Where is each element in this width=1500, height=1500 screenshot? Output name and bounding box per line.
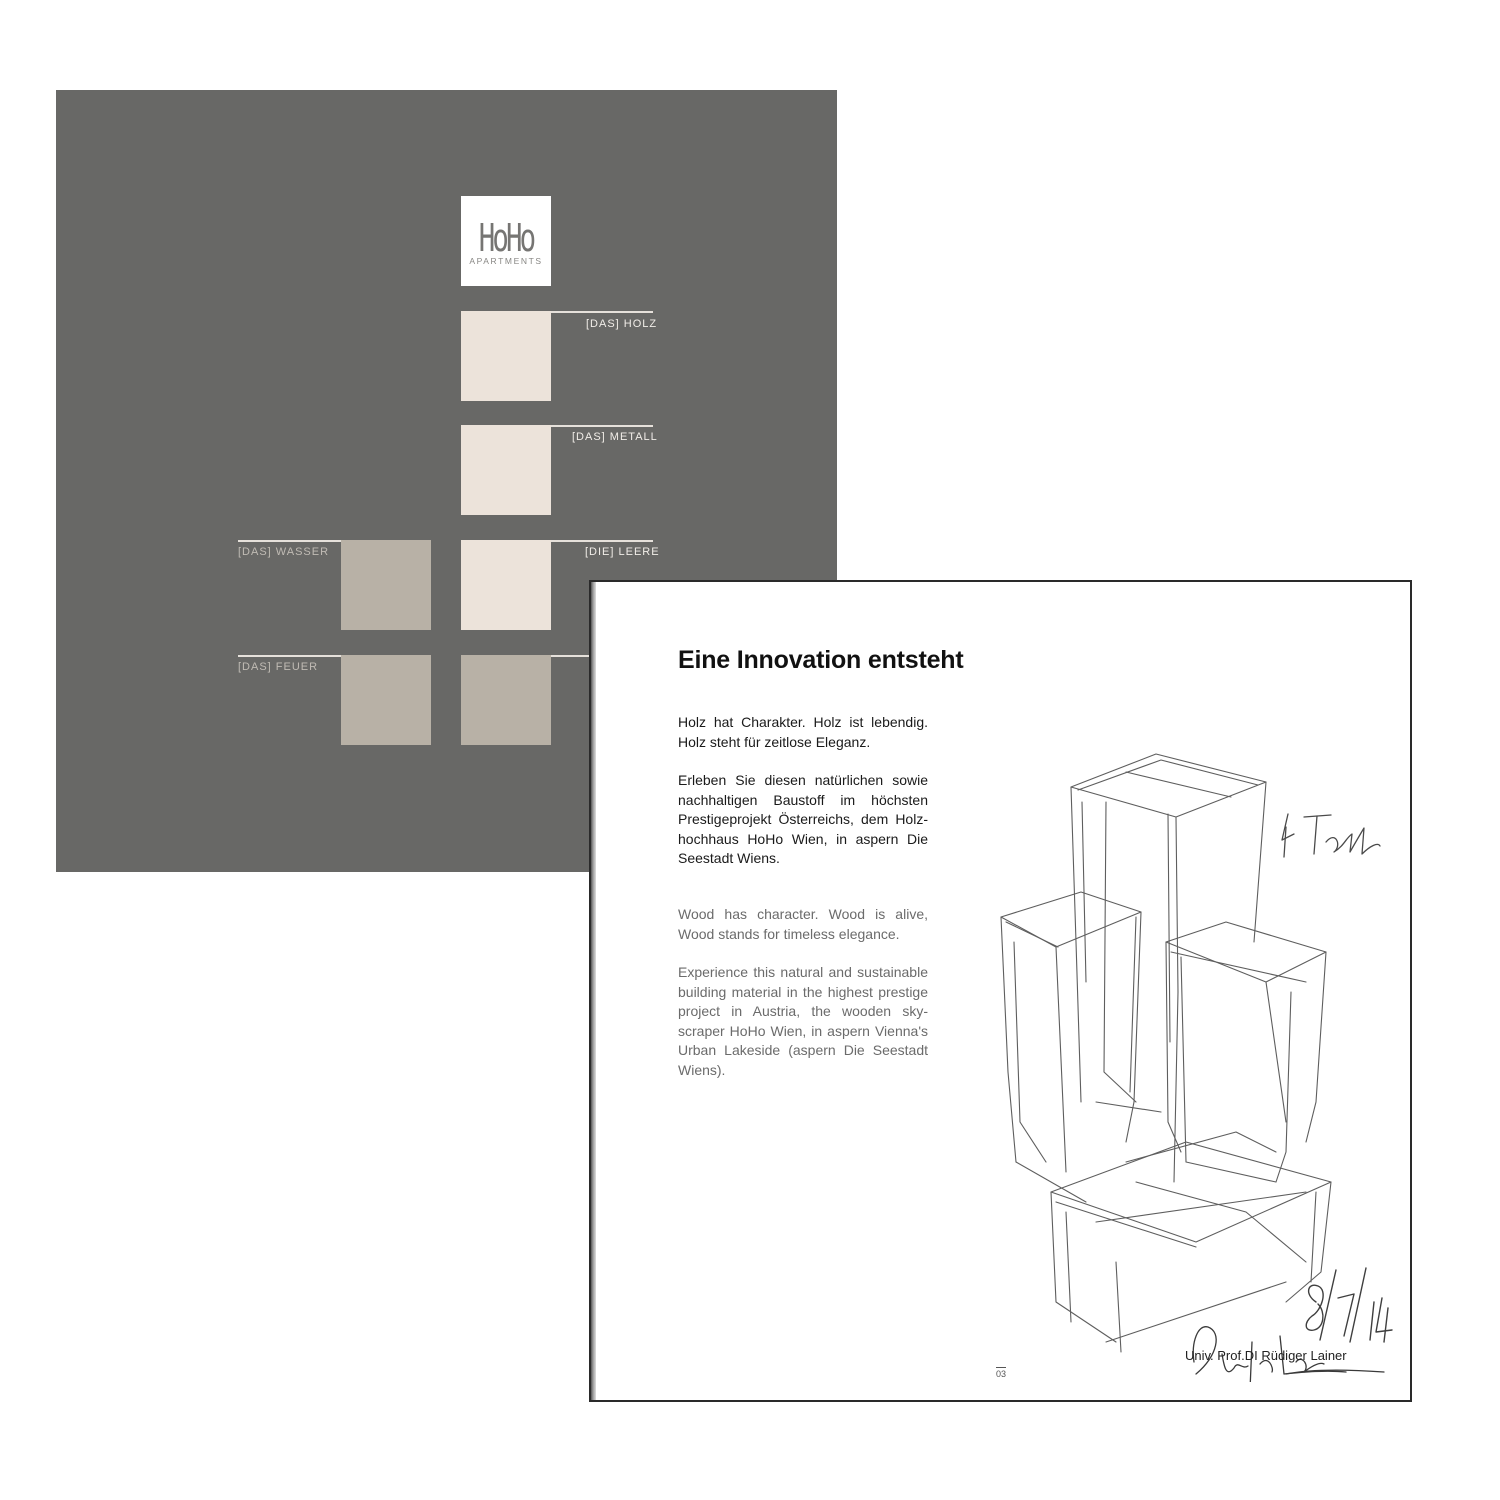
logo-subtitle: APARTMENTS: [469, 256, 543, 266]
square-feuer: [341, 655, 431, 745]
sketch-date: [1306, 1268, 1392, 1342]
english-paragraph-1: Wood has character. Wood is alive, Wood stands for timeless elegance.: [678, 906, 928, 942]
page-spine: [591, 582, 596, 1400]
page-number: 03: [996, 1369, 1007, 1379]
architect-sketch: [986, 742, 1406, 1382]
label-metall: [DAS] METALL: [572, 431, 658, 443]
label-wasser: [DAS] WASSER: [238, 546, 330, 558]
sketch-low-building: [1051, 1132, 1331, 1352]
label-holz: [DAS] HOLZ: [586, 318, 658, 330]
square-metall: [461, 425, 551, 515]
label-leere: [DIE] LEERE: [585, 546, 660, 558]
english-paragraph-2: Experience this natural and sustainable building material in the highest prestige project in Austria, the wooden sky-scraper HoHo Wien, in aspern Vienna's Urban Lakeside (aspern Die Seestadt Wiens).: [678, 964, 928, 1078]
square-wasser: [341, 540, 431, 630]
sketch-note: [1282, 814, 1380, 857]
credit-line: Univ. Prof.DI Rüdiger Lainer: [1185, 1348, 1347, 1363]
label-feuer: [DAS] FEUER: [238, 661, 319, 673]
inner-page: [589, 580, 1412, 1402]
german-paragraph-1: Holz hat Charakter. Holz ist lebendig. Holz steht für zeitlose Eleganz.: [678, 714, 928, 750]
german-paragraph-2: Erleben Sie diesen natürlichen sowie nachhaltigen Baustoff im höchsten Prestigeprojekt Österreichs, dem Holz-hochhaus HoHo Wien, in aspern Die Seestadt Wiens.: [678, 772, 928, 866]
logo-mark: HoHo: [478, 216, 534, 260]
square-fifth: [461, 655, 551, 745]
hoho-logo: [461, 196, 551, 286]
square-holz: [461, 311, 551, 401]
square-leere: [461, 540, 551, 630]
page-title: Eine Innovation entsteht: [678, 646, 964, 674]
sketch-left-tower: [1001, 892, 1141, 1202]
